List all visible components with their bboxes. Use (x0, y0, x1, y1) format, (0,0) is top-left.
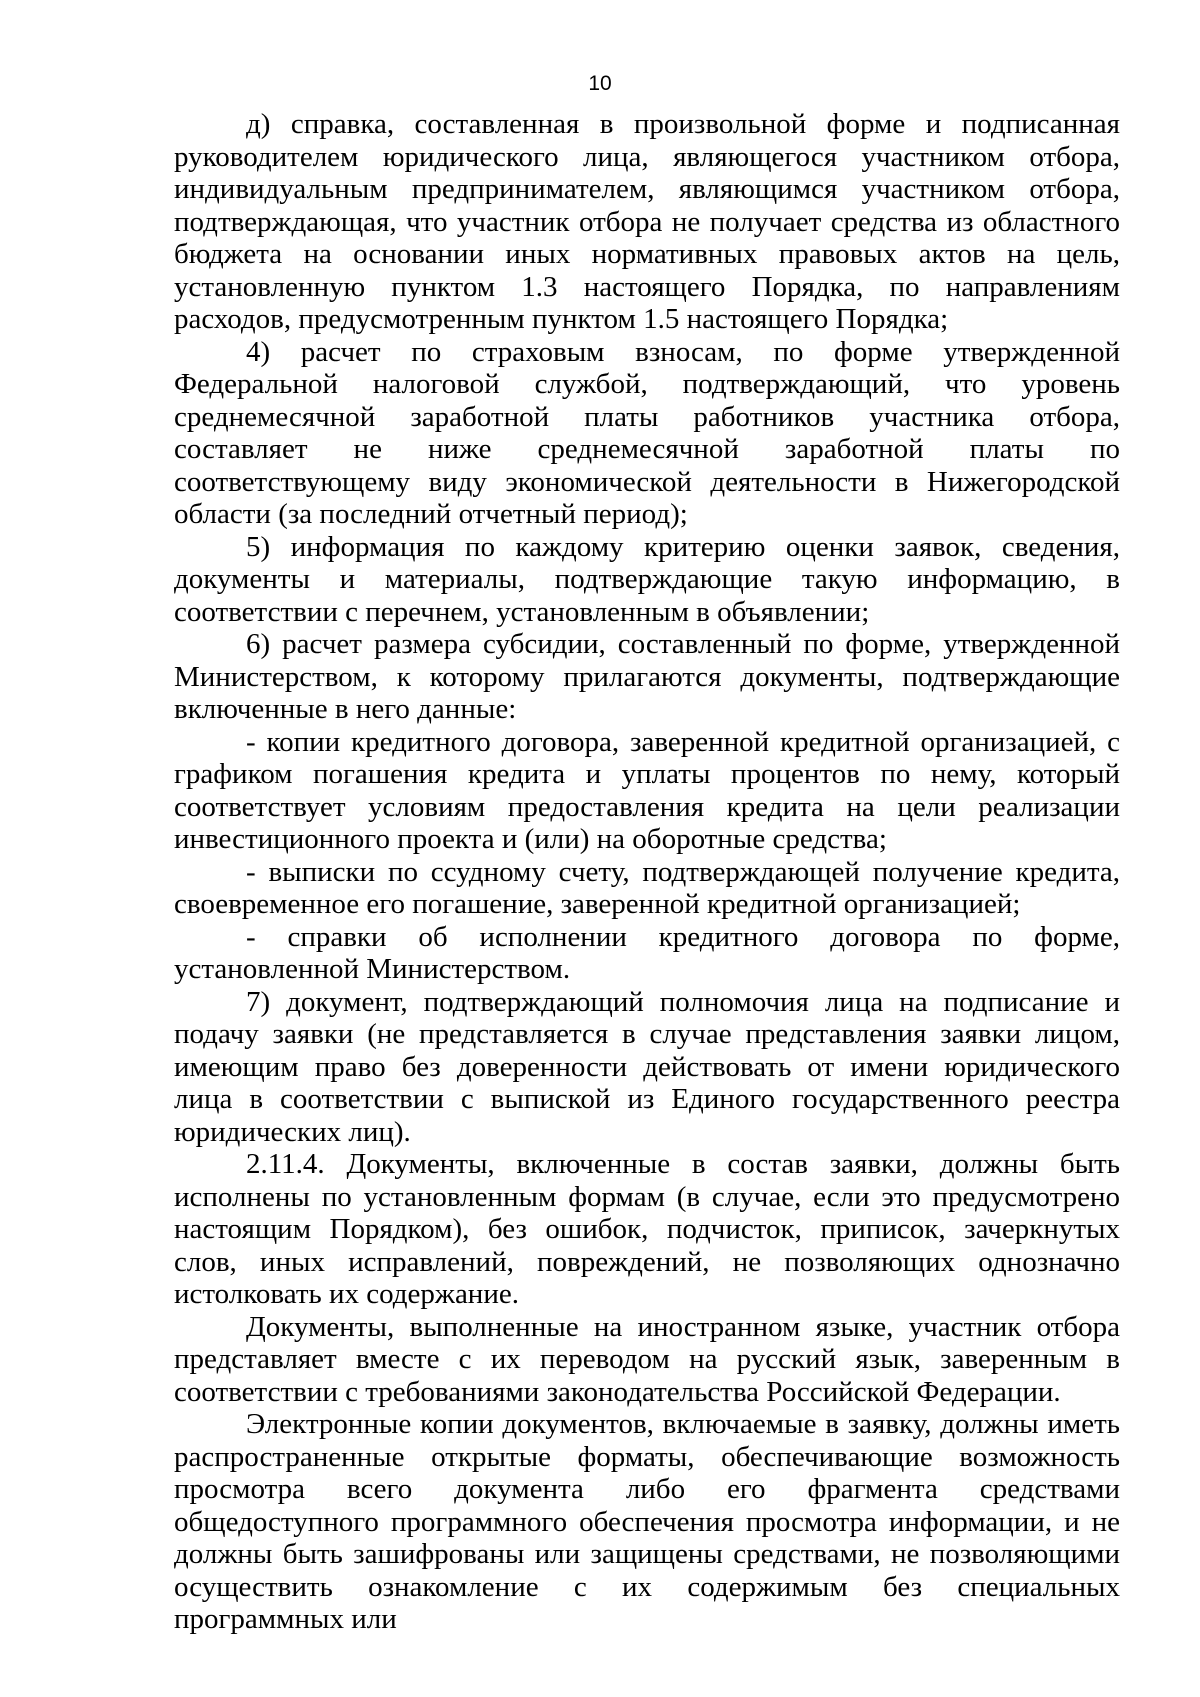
paragraph-item-6: 6) расчет размера субсидии, составленный по форме, утвержденной Министерством, к которому прилагаются документы, подтверждающие включенные в него данные: (174, 628, 1120, 725)
paragraph-spravka-d: д) справка, составленная в произвольной форме и подписанная руководителем юридического лица, являющегося участником отбора, индивидуальным предпринимателем, являющимся участником отбора, подтверждающая, что участник отбора не получает средства из областного бюджета на основании иных нормативных правовых актов на цель, установленную пунктом 1.3 настоящего Порядка, по направлениям расходов, предусмотренным пунктом 1.5 настоящего Порядка; (174, 108, 1120, 335)
page-number: 10 (588, 72, 612, 95)
paragraph-item-5: 5) информация по каждому критерию оценки заявок, сведения, документы и материалы, подтверждающие такую информацию, в соответствии с перечнем, установленным в объявлении; (174, 530, 1120, 628)
paragraph-electronic-copies: Электронные копии документов, включаемые в заявку, должны иметь распространенные открытые форматы, обеспечивающие возможность просмотра всего документа либо его фрагмента средствами общедоступного программного обеспечения просмотра информации, и не должны быть зашифрованы или защищены средствами, не позволяющими осуществить ознакомление с их содержимым без специальных программных или (174, 1408, 1120, 1635)
paragraph-bullet-account-statement: - выписки по ссудному счету, подтверждающей получение кредита, своевременное его погашение, заверенной кредитной организацией; (174, 855, 1120, 920)
paragraph-bullet-execution-certificate: - справки об исполнении кредитного договора по форме, установленной Министерством. (174, 920, 1120, 985)
paragraph-foreign-language: Документы, выполненные на иностранном языке, участник отбора представляет вместе с их переводом на русский язык, заверенным в соответствии с требованиями законодательства Российской Федерации. (174, 1310, 1120, 1408)
paragraph-item-4: 4) расчет по страховым взносам, по форме утвержденной Федеральной налоговой службой, подтверждающий, что уровень среднемесячной заработной платы работников участника отбора, составляет не ниже среднемесячной заработной платы по соответствующему виду экономической деятельности в Нижегородской области (за последний отчетный период); (174, 335, 1120, 530)
paragraph-section-2-11-4: 2.11.4. Документы, включенные в состав заявки, должны быть исполнены по установленным формам (в случае, если это предусмотрено настоящим Порядком), без ошибок, подчисток, приписок, зачеркнутых слов, иных исправлений, повреждений, не позволяющих однозначно истолковать их содержание. (174, 1148, 1120, 1310)
paragraph-item-7: 7) документ, подтверждающий полномочия лица на подписание и подачу заявки (не представляется в случае представления заявки лицом, имеющим право без доверенности действовать от имени юридического лица в соответствии с выпиской из Единого государственного реестра юридических лиц). (174, 985, 1120, 1148)
paragraph-bullet-loan-agreement: - копии кредитного договора, заверенной кредитной организацией, с графиком погашения кредита и уплаты процентов по нему, который соответствует условиям предоставления кредита на цели реализации инвестиционного проекта и (или) на оборотные средства; (174, 725, 1120, 855)
document-body (174, 108, 1120, 1636)
